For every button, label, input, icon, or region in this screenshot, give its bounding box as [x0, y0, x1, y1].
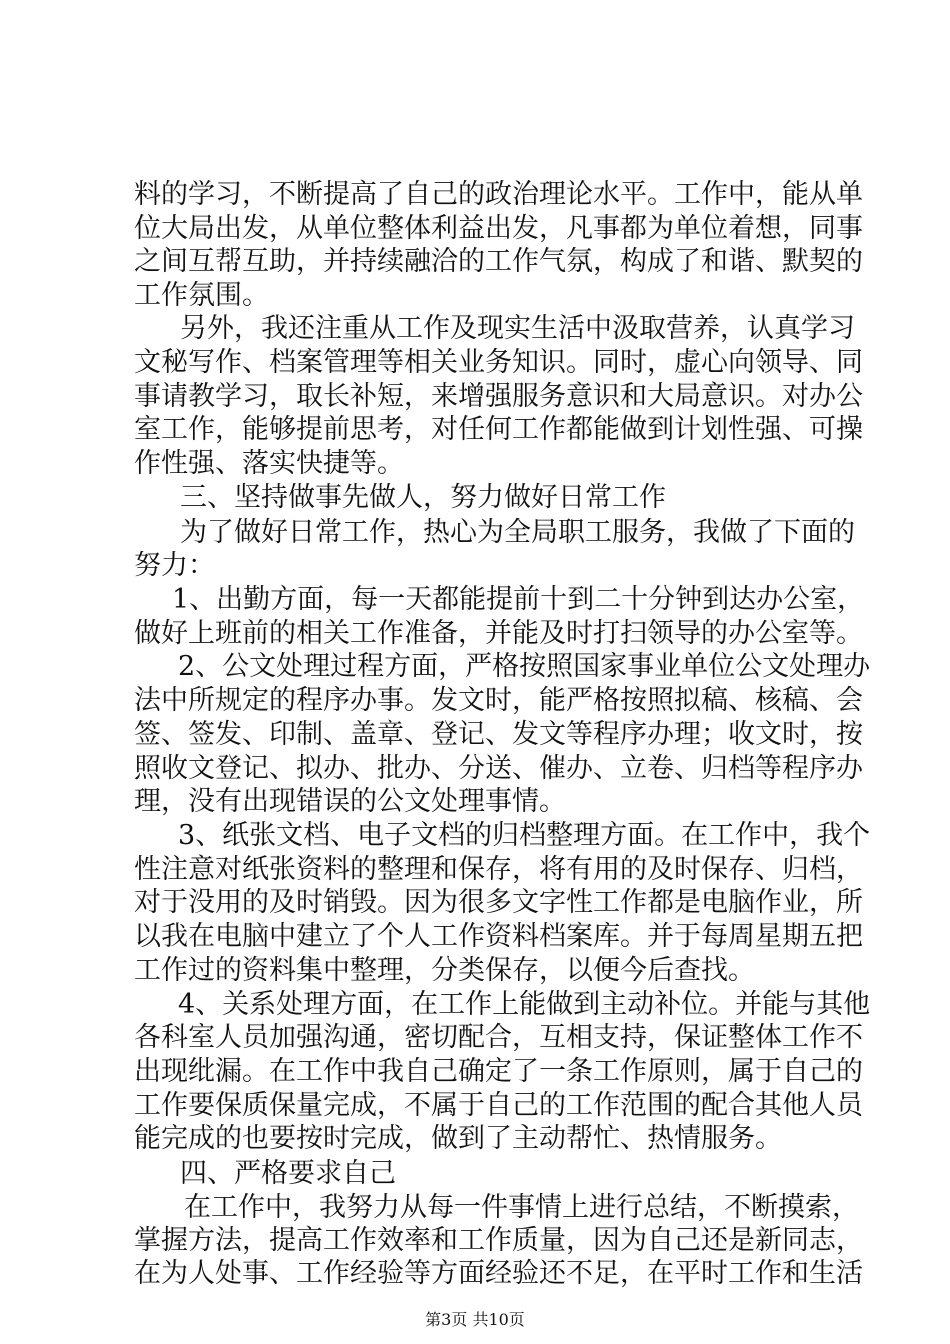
- list-item-line: 工作过的资料集中整理，分类保存，以便今后查找。: [134, 955, 755, 986]
- list-item-line: 2、公文处理过程方面，严格按照国家事业单位公文处理办: [178, 651, 871, 682]
- body-line: 为了做好日常工作，热心为全局职工服务，我做了下面的: [180, 517, 855, 548]
- body-line: 在工作中，我努力从每一件事情上进行总结，不断摸索，: [184, 1192, 859, 1223]
- body-line: 位大局出发，从单位整体利益出发，凡事都为单位着想，同事: [134, 213, 863, 244]
- body-line: 料的学习，不断提高了自己的政治理论水平。工作中，能从单: [134, 179, 863, 210]
- list-item-line: 对于没用的及时销毁。因为很多文字性工作都是电脑作业，所: [134, 887, 863, 918]
- body-line: 掌握方法，提高工作效率和工作质量，因为自己还是新同志，: [134, 1225, 863, 1256]
- list-item-line: 照收文登记、拟办、批办、分送、催办、立卷、归档等程序办: [134, 753, 863, 784]
- body-line: 在为人处事、工作经验等方面经验还不足，在平时工作和生活: [134, 1258, 863, 1289]
- list-item-line: 性注意对纸张资料的整理和保存，将有用的及时保存、归档，: [134, 854, 863, 885]
- list-item-line: 出现纰漏。在工作中我自己确定了一条工作原则，属于自己的: [134, 1056, 863, 1087]
- body-line: 事请教学习，取长补短，来增强服务意识和大局意识。对办公: [134, 381, 863, 412]
- list-item-line: 以我在电脑中建立了个人工作资料档案库。并于每周星期五把: [134, 921, 863, 952]
- list-item-line: 3、纸张文档、电子文档的归档整理方面。在工作中，我个: [178, 820, 871, 851]
- page-number-footer: 第3页 共10页: [425, 1310, 525, 1329]
- body-line: 之间互帮互助，并持续融洽的工作气氛，构成了和谐、默契的: [134, 246, 863, 277]
- body-line: 工作氛围。: [134, 280, 269, 311]
- list-item-line: 工作要保质保量完成，不属于自己的工作范围的配合其他人员: [134, 1090, 863, 1121]
- list-item-line: 法中所规定的程序办事。发文时，能严格按照拟稿、核稿、会: [134, 685, 863, 716]
- list-item-line: 1、出勤方面，每一天都能提前十到二十分钟到达办公室，: [172, 584, 865, 615]
- section-heading: 四、严格要求自己: [180, 1158, 396, 1189]
- body-line: 室工作，能够提前思考，对任何工作都能做到计划性强、可操: [134, 414, 863, 445]
- list-item-line: 各科室人员加强沟通，密切配合，互相支持，保证整体工作不: [134, 1022, 863, 1053]
- body-line: 作性强、落实快捷等。: [134, 448, 404, 479]
- body-line: 努力：: [134, 550, 215, 581]
- list-item-line: 能完成的也要按时完成，做到了主动帮忙、热情服务。: [134, 1123, 782, 1154]
- section-heading: 三、坚持做事先做人，努力做好日常工作: [180, 482, 666, 513]
- body-line: 文秘写作、档案管理等相关业务知识。同时，虚心向领导、同: [134, 347, 863, 378]
- list-item-line: 做好上班前的相关工作准备，并能及时打扫领导的办公室等。: [134, 618, 863, 649]
- list-item-line: 4、关系处理方面，在工作上能做到主动补位。并能与其他: [178, 989, 871, 1020]
- list-item-line: 签、签发、印制、盖章、登记、发文等程序办理；收文时，按: [134, 719, 863, 750]
- body-line: 另外，我还注重从工作及现实生活中汲取营养，认真学习: [180, 313, 855, 344]
- list-item-line: 理，没有出现错误的公文处理事情。: [134, 786, 566, 817]
